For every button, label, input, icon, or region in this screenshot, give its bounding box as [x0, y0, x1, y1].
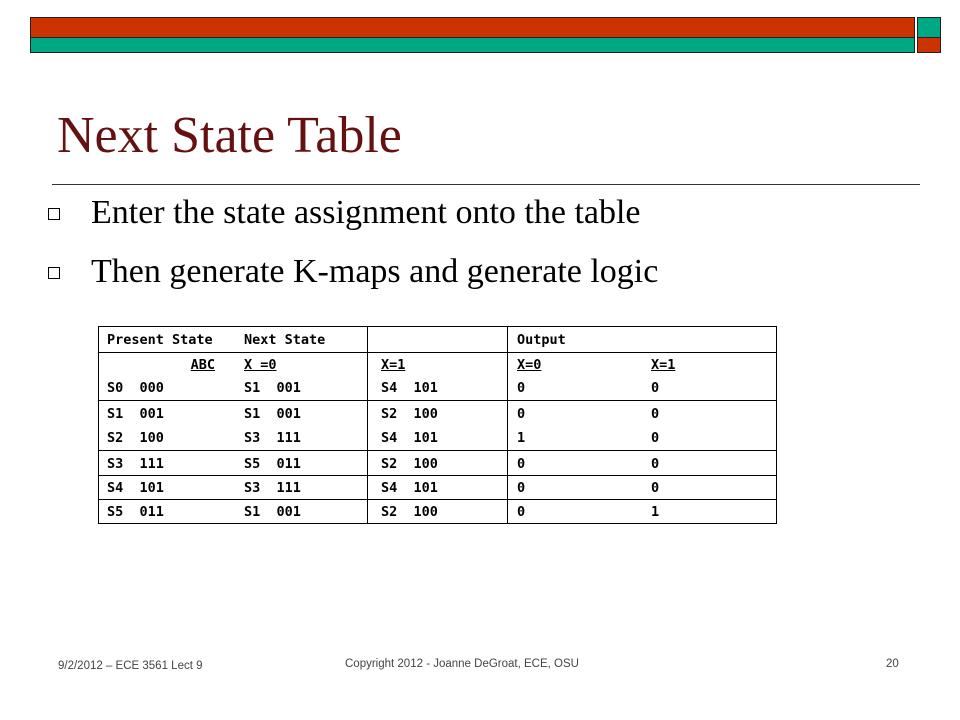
- subheader-out-x1: X=1: [651, 357, 676, 373]
- cell-out-x0: 0: [517, 456, 526, 472]
- bullet-text: Then generate K-maps and generate logic: [91, 253, 659, 290]
- bullet-text: Enter the state assignment onto the table: [91, 194, 641, 231]
- subheader-out-x0: X=0: [517, 357, 542, 373]
- header-square-red: [917, 38, 941, 53]
- page-number: 20: [886, 658, 899, 670]
- title-divider: [52, 184, 920, 185]
- table-rule: [99, 352, 776, 353]
- table-divider: [367, 327, 368, 523]
- header-bar-green: [30, 38, 915, 53]
- cell-next-x1: S4 101: [381, 430, 438, 446]
- cell-next-x1: S2 100: [381, 456, 438, 472]
- header-bar-red: [30, 17, 915, 38]
- state-table: [98, 326, 777, 524]
- hollow-square-bullet-icon: [48, 267, 60, 279]
- cell-next-x0: S3 111: [244, 480, 301, 496]
- table-divider: [507, 327, 508, 523]
- cell-state: S3 111: [107, 456, 164, 472]
- cell-out-x0: 0: [517, 380, 526, 396]
- subheader-abc: ABC: [190, 357, 215, 373]
- cell-next-x0: S1 001: [244, 380, 301, 396]
- cell-next-x1: S4 101: [381, 380, 438, 396]
- header-next-state: Next State: [244, 332, 326, 348]
- cell-out-x0: 0: [517, 480, 526, 496]
- cell-out-x1: 1: [651, 504, 660, 520]
- cell-state: S2 100: [107, 430, 164, 446]
- table-rule: [99, 475, 776, 476]
- subheader-next-x0: X =0: [244, 357, 277, 373]
- cell-out-x1: 0: [651, 480, 660, 496]
- table-rule: [99, 450, 776, 451]
- cell-out-x1: 0: [651, 456, 660, 472]
- cell-state: S4 101: [107, 480, 164, 496]
- cell-out-x1: 0: [651, 380, 660, 396]
- header-present-state: Present State: [107, 332, 213, 348]
- cell-out-x0: 0: [517, 504, 526, 520]
- subheader-next-x1: X=1: [381, 357, 406, 373]
- cell-out-x0: 1: [517, 430, 526, 446]
- hollow-square-bullet-icon: [48, 208, 60, 220]
- cell-state: S0 000: [107, 380, 164, 396]
- cell-next-x1: S4 101: [381, 480, 438, 496]
- cell-next-x1: S2 100: [381, 406, 438, 422]
- cell-out-x0: 0: [517, 406, 526, 422]
- cell-next-x0: S5 011: [244, 456, 301, 472]
- slide-title: Next State Table: [57, 107, 402, 164]
- cell-next-x0: S1 001: [244, 406, 301, 422]
- table-rule: [99, 499, 776, 500]
- header-output: Output: [517, 332, 566, 348]
- cell-next-x1: S2 100: [381, 504, 438, 520]
- footer-copyright: Copyright 2012 - Joanne DeGroat, ECE, OSU: [345, 658, 579, 670]
- cell-state: S5 011: [107, 504, 164, 520]
- footer-date-lecture: 9/2/2012 – ECE 3561 Lect 9: [58, 660, 203, 672]
- cell-state: S1 001: [107, 406, 164, 422]
- table-rule: [99, 400, 776, 401]
- cell-out-x1: 0: [651, 406, 660, 422]
- cell-next-x0: S3 111: [244, 430, 301, 446]
- cell-out-x1: 0: [651, 430, 660, 446]
- header-square-green: [917, 17, 941, 38]
- cell-next-x0: S1 001: [244, 504, 301, 520]
